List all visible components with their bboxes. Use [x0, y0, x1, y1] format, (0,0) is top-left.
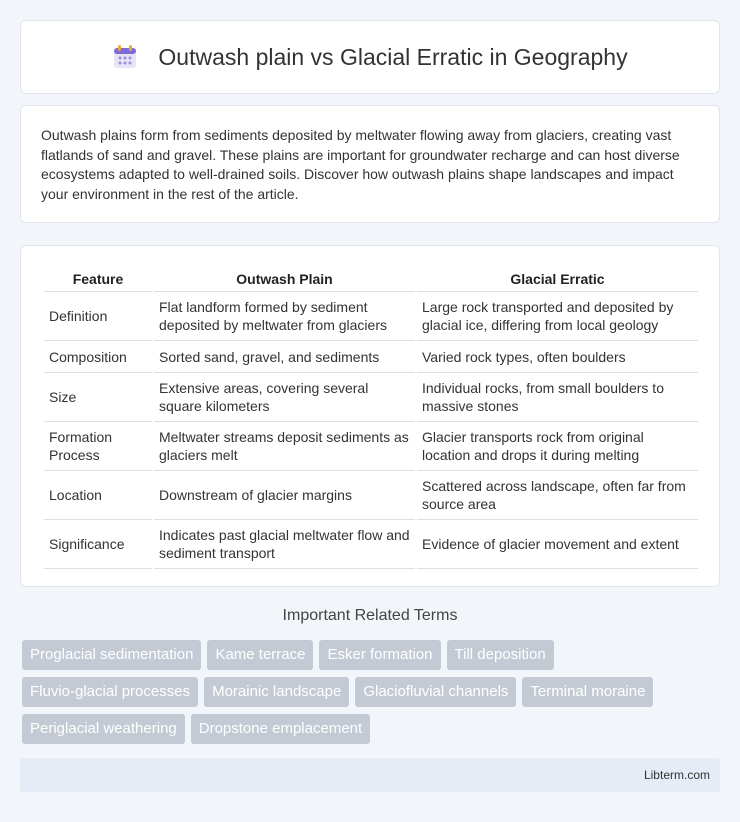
table-row [44, 341, 698, 373]
table-header-row [44, 266, 698, 292]
comparison-table [42, 266, 700, 569]
related-terms-title: Important Related Terms [282, 607, 458, 624]
row-label: Significance [44, 520, 152, 569]
header-feature: Feature [44, 266, 152, 292]
row-label: Location [44, 471, 152, 520]
erratic-cell: Evidence of glacier movement and extent [417, 520, 698, 569]
table-row [44, 520, 698, 569]
header-outwash-plain: Outwash Plain [154, 266, 415, 292]
row-label: Composition [44, 341, 152, 373]
erratic-cell: Scattered across landscape, often far from source area [417, 471, 698, 520]
intro-text: Outwash plains form from sediments deposited by meltwater flowing away from glaciers, creating vast flatlands of sand and gravel. These plains are important for groundwater recharge and can host diverse ecosystems adapted to well-drained soils. Discover how outwash plains shape landscapes and impact your environment in the rest of the article. [41, 127, 680, 202]
related-terms-list [22, 640, 722, 744]
outwash-cell: Flat landform formed by sediment deposited by meltwater from glaciers [154, 292, 415, 341]
table-row [44, 292, 698, 341]
row-label: Formation Process [44, 422, 152, 471]
calendar-icon [112, 44, 138, 70]
related-term-tag[interactable]: Fluvio-glacial processes [22, 677, 198, 707]
related-term-tag[interactable]: Esker formation [319, 640, 440, 670]
related-term-tag[interactable]: Kame terrace [207, 640, 313, 670]
related-term-tag[interactable]: Proglacial sedimentation [22, 640, 201, 670]
header-glacial-erratic: Glacial Erratic [417, 266, 698, 292]
related-term-tag[interactable]: Terminal moraine [522, 677, 653, 707]
related-term-tag[interactable]: Morainic landscape [204, 677, 349, 707]
page-title: Outwash plain vs Glacial Erratic in Geography [158, 43, 628, 70]
table-row [44, 422, 698, 471]
row-label: Size [44, 373, 152, 422]
erratic-cell: Glacier transports rock from original location and drops it during melting [417, 422, 698, 471]
erratic-cell: Large rock transported and deposited by glacial ice, differing from local geology [417, 292, 698, 341]
row-label: Definition [44, 292, 152, 341]
title-card [20, 20, 720, 94]
intro-card [20, 105, 720, 223]
outwash-cell: Meltwater streams deposit sediments as glaciers melt [154, 422, 415, 471]
outwash-cell: Indicates past glacial meltwater flow and sediment transport [154, 520, 415, 569]
outwash-cell: Downstream of glacier margins [154, 471, 415, 520]
outwash-cell: Sorted sand, gravel, and sediments [154, 341, 415, 373]
related-term-tag[interactable]: Glaciofluvial channels [355, 677, 516, 707]
comparison-table-card [20, 245, 720, 587]
table-row [44, 373, 698, 422]
related-term-tag[interactable]: Till deposition [447, 640, 554, 670]
erratic-cell: Varied rock types, often boulders [417, 341, 698, 373]
table-row [44, 471, 698, 520]
outwash-cell: Extensive areas, covering several square kilometers [154, 373, 415, 422]
related-term-tag[interactable]: Periglacial weathering [22, 714, 185, 744]
footer [20, 758, 720, 792]
footer-brand-link[interactable]: Libterm.com [643, 768, 710, 782]
related-term-tag[interactable]: Dropstone emplacement [191, 714, 370, 744]
erratic-cell: Individual rocks, from small boulders to massive stones [417, 373, 698, 422]
